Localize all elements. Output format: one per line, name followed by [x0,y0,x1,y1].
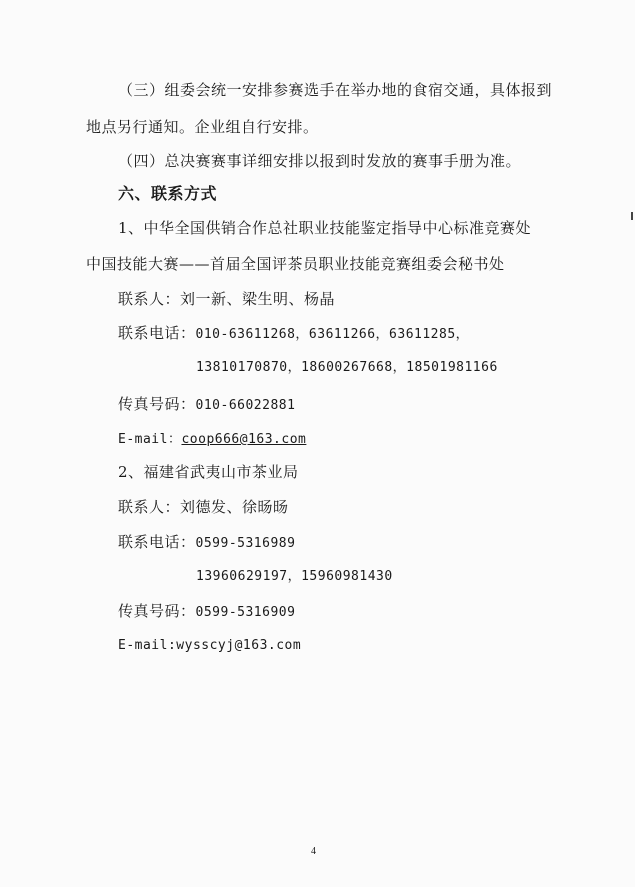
email-label: E-mail: [118,638,177,653]
fax-value: 010-66022881 [195,398,296,413]
phone-label: 联系电话： [118,533,196,551]
phone-value: 0599-5316989 [195,536,296,551]
paragraph-3-line-1: （三）组委会统一安排参赛选手在举办地的食宿交通，具体报到 [118,81,553,99]
contact-1-org-line-1: 1、中华全国供销合作总社职业技能鉴定指导中心标准竞赛处 [118,219,532,237]
contact-1-email [118,428,306,450]
email-value: wysscyj@163.com [176,638,302,653]
contact-2-fax [118,601,295,623]
contact-1-phone [118,323,469,345]
contact-2-phone [118,532,295,554]
paragraph-4: （四）总决赛赛事详细安排以报到时发放的赛事手册为准。 [118,152,522,170]
fax-value: 0599-5316909 [195,605,296,620]
contacts-label: 联系人： [118,498,181,516]
contacts-value: 刘德发、徐旸旸 [180,498,289,516]
fax-label: 传真号码： [118,602,196,620]
phone-value: 010-63611268，63611266，63611285， [195,327,470,342]
email-label: E-mail： [118,432,182,447]
paragraph-3-line-2: 地点另行通知。企业组自行安排。 [86,118,319,136]
contact-1-persons [118,289,335,309]
phone-label: 联系电话： [118,324,196,342]
contacts-label: 联系人： [118,290,181,308]
contact-2-phone-continued: 13960629197，15960981430 [196,569,393,584]
email-link[interactable]: coop666@163.com [181,432,307,447]
fax-label: 传真号码： [118,395,196,413]
section-6-heading: 六、联系方式 [118,184,218,203]
contact-1-phone-continued: 13810170870，18600267668，18501981166 [196,360,498,375]
contact-1-fax [118,394,295,416]
contact-2-org: 2、福建省武夷山市茶业局 [118,463,299,481]
page-number: 4 [311,846,316,857]
contact-2-email [118,636,301,656]
contact-2-persons [118,497,289,517]
scan-edge-mark [631,212,633,220]
contact-1-org-line-2: 中国技能大赛——首届全国评茶员职业技能竞赛组委会秘书处 [86,255,505,273]
contacts-value: 刘一新、梁生明、杨晶 [180,290,336,308]
